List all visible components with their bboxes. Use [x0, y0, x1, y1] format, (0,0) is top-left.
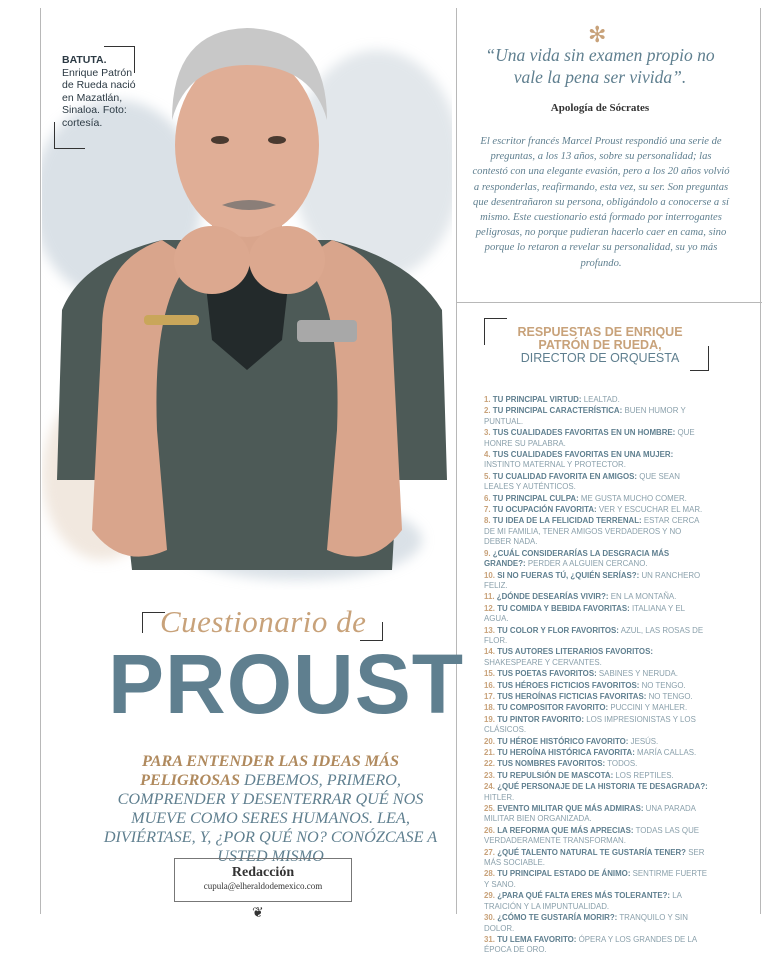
question-item	[484, 571, 710, 592]
answer-text: HITLER.	[484, 792, 515, 802]
question-number: 29.	[484, 891, 495, 901]
question-text: TU PRINCIPAL CULPA:	[492, 493, 579, 503]
answer-text: SABINES Y NERUDA.	[598, 669, 679, 679]
question-item	[484, 935, 710, 956]
question-number: 27.	[484, 847, 495, 857]
answer-text: ESTAR CERCA DE MI FAMILIA, TENER AMIGOS VERDADEROS Y NO DEBER NADA.	[484, 516, 700, 547]
question-item	[484, 782, 710, 803]
left-margin-rule	[40, 8, 41, 914]
right-margin-rule	[760, 8, 761, 914]
answer-text: LEALTAD.	[583, 395, 620, 404]
question-item	[484, 428, 710, 449]
answer-text: ÓPERA Y LOS GRANDES DE LA ÉPOCA DE ORO.	[484, 934, 697, 955]
answers-title-line2: DIRECTOR DE ORQUESTA	[520, 351, 680, 365]
question-number: 17.	[484, 691, 495, 701]
answer-text: PUCCINI Y MAHLER.	[610, 703, 688, 713]
question-item	[484, 771, 710, 781]
question-text: TU PRINCIPAL VIRTUD:	[492, 395, 582, 404]
question-item	[484, 592, 710, 602]
question-item	[484, 804, 710, 825]
question-number: 12.	[484, 603, 495, 613]
question-item	[484, 549, 710, 570]
question-text: LA REFORMA QUE MÁS APRECIAS:	[497, 825, 634, 835]
question-text: TU CUALIDAD FAVORITA EN AMIGOS:	[492, 471, 638, 481]
question-text: TUS NOMBRES FAVORITOS:	[497, 759, 606, 769]
question-number: 23.	[484, 770, 495, 780]
question-item	[484, 669, 710, 679]
question-item	[484, 869, 710, 890]
answer-text: EN LA MONTAÑA.	[610, 592, 677, 602]
answer-text: ME GUSTA MUCHO COMER.	[580, 493, 687, 503]
question-number: 4.	[484, 450, 491, 460]
question-number: 21.	[484, 748, 495, 757]
answer-text: VER Y ESCUCHAR EL MAR.	[598, 505, 703, 515]
question-item	[484, 472, 710, 493]
question-text: TU LEMA FAVORITO:	[497, 934, 577, 944]
question-text: TU PRINCIPAL ESTADO DE ÁNIMO:	[497, 869, 631, 879]
question-item	[484, 505, 710, 515]
answer-text: NO TENGO.	[641, 680, 686, 690]
question-item	[484, 759, 710, 769]
question-item	[484, 748, 710, 758]
question-number: 15.	[484, 669, 495, 679]
answer-text: TODAS LAS QUE VERDADERAMENTE TRANSFORMAN.	[484, 825, 700, 846]
question-item	[484, 703, 710, 713]
question-text: TUS HÉROES FICTICIOS FAVORITOS:	[497, 680, 640, 690]
question-number: 8.	[484, 516, 491, 526]
answer-text: SER MÁS SOCIABLE.	[484, 847, 705, 868]
intro-paragraph: El escritor francés Marcel Proust respondió una serie de preguntas, a los 13 años, sobre su personalidad; las contestó con una elegante evasión, pero a los 20 años volvió a responderlas, reafirmando, esta vez, su ser. Son preguntas que desentrañaron su persona, obligándolo a conocerse a sí mismo. Este cuestionario está formado por interrogantes peligrosas, no porque pudieran hacerlo caer en cama, sino porque lo retaron a revelar su personalidad, su yo más profundo.	[472, 136, 730, 269]
answer-text: LOS REPTILES.	[615, 770, 674, 780]
question-text: TUS HEROÍNAS FICTICIAS FAVORITAS:	[497, 691, 647, 701]
question-item	[484, 626, 710, 647]
question-item	[484, 848, 710, 869]
question-number: 24.	[484, 782, 495, 792]
question-item	[484, 737, 710, 747]
question-item	[484, 647, 710, 668]
question-text: TU PRINCIPAL CARACTERÍSTICA:	[492, 406, 623, 416]
question-text: TU PINTOR FAVORITO:	[497, 714, 584, 724]
answer-text: UN RANCHERO FELIZ.	[484, 570, 701, 590]
question-number: 19.	[484, 714, 495, 724]
lead-paragraph	[98, 752, 443, 866]
answer-text: LA TRAICIÓN Y LA IMPUNTUALIDAD.	[484, 891, 682, 911]
question-text: TU REPULSIÓN DE MASCOTA:	[497, 770, 614, 780]
question-number: 6.	[484, 493, 491, 503]
question-text: TUS CUALIDADES FAVORITAS EN UN HOMBRE:	[492, 428, 676, 438]
section-divider	[456, 302, 762, 303]
question-number: 28.	[484, 869, 495, 879]
headline-kicker: Cuestionario de	[160, 604, 367, 639]
answer-text: QUE HONRE SU PALABRA.	[484, 428, 695, 448]
question-number: 13.	[484, 625, 495, 635]
question-text: ¿DÓNDE DESEARÍAS VIVIR?:	[496, 592, 609, 602]
question-number: 31.	[484, 934, 495, 944]
question-number: 10.	[484, 570, 495, 580]
question-item	[484, 450, 710, 471]
question-number: 26.	[484, 825, 495, 835]
answer-text: AZUL, LAS ROSAS DE FLOR.	[484, 625, 704, 645]
question-text: ¿CÓMO TE GUSTARÍA MORIR?:	[497, 913, 618, 923]
question-number: 9.	[484, 548, 491, 558]
question-text: TUS AUTORES LITERARIOS FAVORITOS:	[497, 647, 653, 657]
question-number: 18.	[484, 703, 495, 713]
byline-box	[174, 858, 352, 902]
lead-highlight: PARA ENTENDER LAS IDEAS MÁS PELIGROSAS	[140, 752, 399, 789]
answer-text: PERDER A ALGUIEN CERCANO.	[527, 559, 648, 569]
question-text: TU HEROÍNA HISTÓRICA FAVORITA:	[497, 748, 635, 757]
caption-title: BATUTA.	[62, 54, 107, 66]
question-item	[484, 406, 710, 427]
question-number: 3.	[484, 428, 491, 438]
photo-caption	[62, 54, 140, 129]
question-text: TU IDEA DE LA FELICIDAD TERRENAL:	[492, 516, 642, 526]
answer-text: UNA PARADA MILITAR BIEN ORGANIZADA.	[484, 804, 696, 824]
question-text: TUS POETAS FAVORITOS:	[497, 669, 597, 679]
answers-title	[500, 326, 700, 365]
question-number: 1.	[484, 395, 491, 404]
question-text: ¿QUÉ PERSONAJE DE LA HISTORIA TE DESAGRADA?:	[497, 782, 708, 792]
question-text: TU COLOR Y FLOR FAVORITOS:	[497, 625, 619, 635]
question-text: EVENTO MILITAR QUE MÁS ADMIRAS:	[497, 804, 644, 814]
question-item	[484, 494, 710, 504]
answer-text: SHAKESPEARE Y CERVANTES.	[484, 657, 602, 667]
question-item	[484, 516, 710, 547]
caption-text: Enrique Patrón de Rueda nació en Mazatlán, Sinaloa. Foto: cortesía.	[62, 66, 136, 129]
question-number: 30.	[484, 913, 495, 923]
question-item	[484, 692, 710, 702]
question-number: 25.	[484, 804, 495, 814]
question-text: TUS CUALIDADES FAVORITAS EN UNA MUJER:	[492, 450, 674, 460]
question-text: ¿CUÁL CONSIDERARÍAS LA DESGRACIA MÁS GRANDE?:	[484, 548, 670, 569]
epigraph-quote: “Una vida sin examen propio no vale la pena ser vivida”.	[485, 45, 715, 87]
question-item	[484, 604, 710, 625]
byline-email[interactable]: cupula@elheraldodemexico.com	[203, 881, 323, 891]
question-number: 20.	[484, 736, 495, 746]
answer-text: INSTINTO MATERNAL Y PROTECTOR.	[484, 460, 626, 470]
lead-rest: DEBEMOS, PRIMERO, COMPRENDER Y DESENTERRAR QUÉ NOS MUEVE COMO SERES HUMANOS. LEA, DIVIÉRTASE, Y, ¿POR QUÉ NO? CONÓZCASE A USTED MISMO	[103, 771, 438, 865]
question-number: 11.	[484, 592, 495, 602]
question-text: ¿PARA QUÉ FALTA ERES MÁS TOLERANTE?:	[497, 891, 671, 901]
headline-title: PROUST	[108, 637, 465, 731]
answer-text: TRANQUILO Y SIN DOLOR.	[484, 913, 688, 933]
question-number: 14.	[484, 647, 495, 657]
byline-name: Redacción	[231, 865, 295, 880]
answers-bracket-right	[690, 346, 709, 371]
answer-text: LOS IMPRESIONISTAS Y LOS CLÁSICOS.	[484, 714, 696, 735]
questionnaire-list	[484, 395, 710, 957]
answer-text: SENTIRME FUERTE Y SANO.	[484, 869, 708, 889]
question-number: 16.	[484, 680, 495, 690]
asterisk-ornament-icon: ✻	[588, 22, 607, 47]
question-text: TU HÉROE HISTÓRICO FAVORITO:	[497, 736, 629, 746]
question-number: 2.	[484, 406, 491, 416]
question-text: TU OCUPACIÓN FAVORITA:	[492, 505, 597, 515]
question-text: TU COMPOSITOR FAVORITO:	[497, 703, 609, 713]
question-text: ¿QUÉ TALENTO NATURAL TE GUSTARÍA TENER?	[497, 847, 686, 857]
column-divider	[456, 8, 457, 914]
epigraph-source: Apología de Sócrates	[550, 102, 650, 114]
question-item	[484, 395, 710, 405]
question-text: SI NO FUERAS TÚ, ¿QUIÉN SERÍAS?:	[497, 570, 640, 580]
answer-text: NO TENGO.	[648, 691, 693, 701]
question-item	[484, 913, 710, 934]
question-text: TU COMIDA Y BEBIDA FAVORITAS:	[497, 603, 630, 613]
answer-text: ITALIANA Y EL AGUA.	[484, 603, 685, 624]
question-item	[484, 826, 710, 847]
ornament-icon: ❦	[252, 904, 264, 920]
answer-text: TODOS.	[607, 759, 638, 769]
question-number: 5.	[484, 471, 491, 481]
answer-text: QUE SEAN LEALES Y AUTÉNTICOS.	[484, 471, 680, 492]
question-number: 22.	[484, 759, 495, 769]
answer-text: JESÚS.	[630, 736, 659, 746]
answers-title-line1: RESPUESTAS DE ENRIQUE PATRÓN DE RUEDA,	[517, 325, 683, 352]
answer-text: BUEN HUMOR Y PUNTUAL.	[484, 406, 686, 426]
question-item	[484, 891, 710, 912]
answer-text: MARÍA CALLAS.	[637, 748, 697, 757]
question-item	[484, 681, 710, 691]
question-item	[484, 715, 710, 736]
question-number: 7.	[484, 505, 491, 515]
